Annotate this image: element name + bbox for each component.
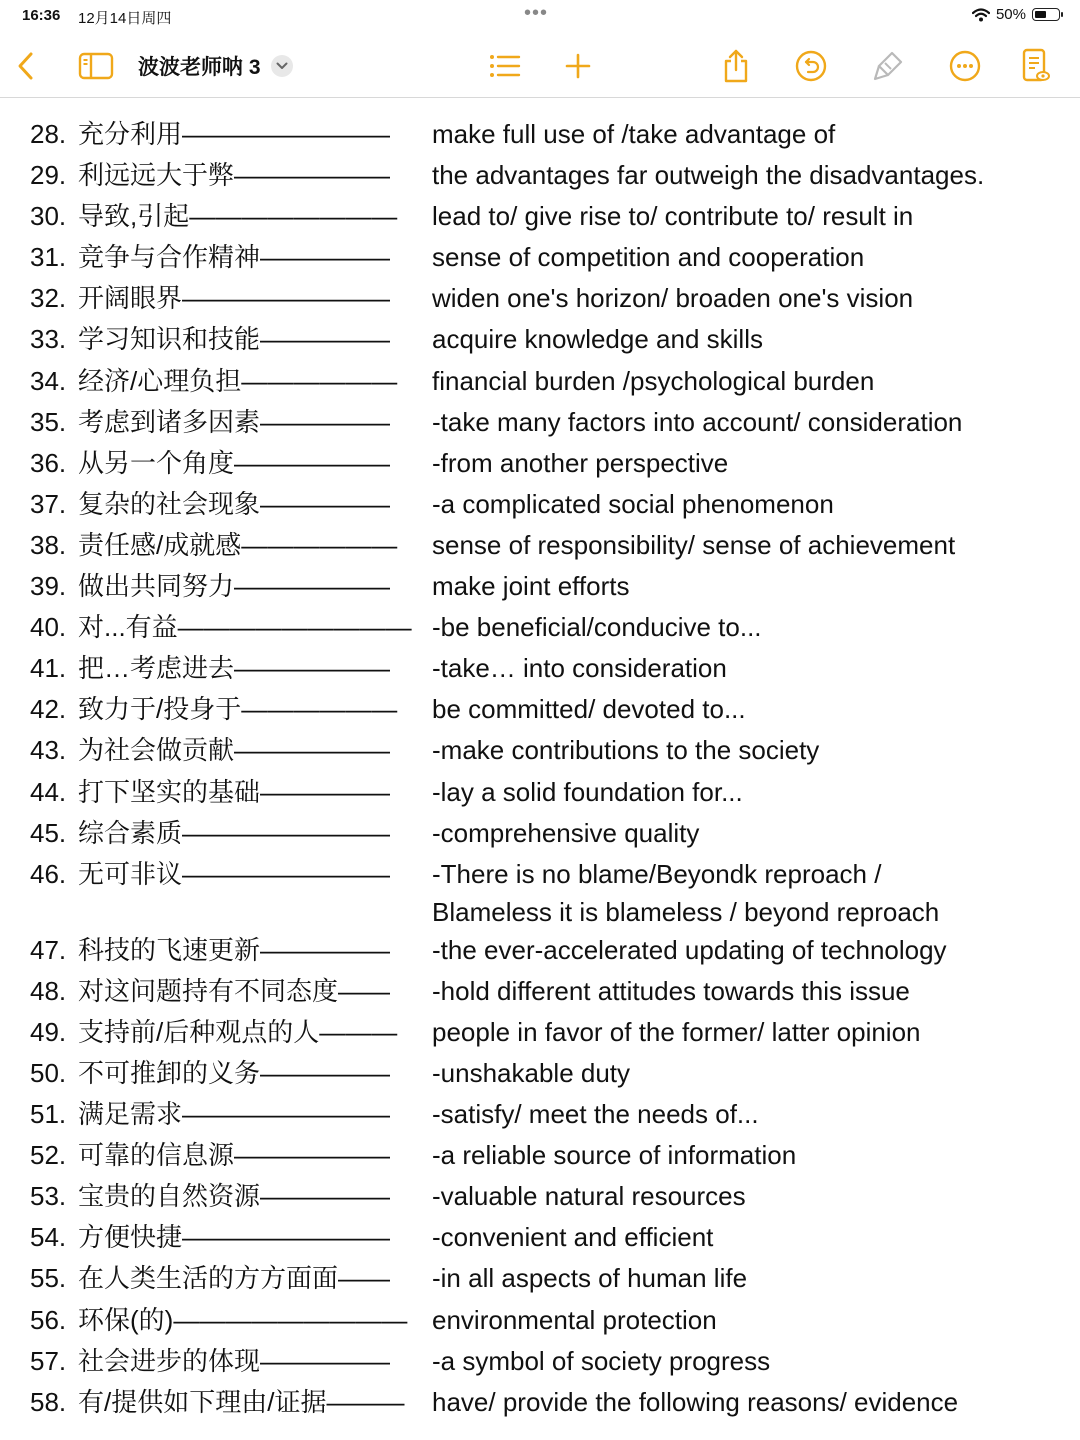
phrase-english: people in favor of the former/ latter opinion <box>432 1016 921 1047</box>
battery-percent: 50% <box>995 6 1026 23</box>
phrase-number: 32. <box>30 283 67 314</box>
phrase-number: 41. <box>30 653 67 684</box>
phrase-number: 36. <box>30 447 67 478</box>
phrase-chinese: 方便快捷———————— <box>78 1222 391 1253</box>
back-button[interactable] <box>4 44 48 88</box>
more-options-button[interactable] <box>943 44 987 88</box>
phrase-number: 34. <box>30 365 67 396</box>
phrase-row <box>30 117 1070 158</box>
phrase-number: 35. <box>30 406 67 437</box>
phrase-chinese: 导致,引起———————— <box>78 201 398 232</box>
phrase-english: -from another perspective <box>432 447 729 478</box>
phrase-english: -valuable natural resources <box>432 1181 746 1212</box>
phrase-chinese: 竞争与合作精神————— <box>78 242 391 273</box>
sidebar-toggle-button[interactable] <box>74 44 118 88</box>
phrase-row <box>30 528 1070 569</box>
phrase-number: 28. <box>30 119 67 149</box>
phrase-chinese: 利远远大于弊—————— <box>78 160 391 191</box>
wifi-icon <box>972 8 990 22</box>
phrase-number: 33. <box>30 324 67 355</box>
undo-icon <box>795 50 827 82</box>
phrase-english: -convenient and efficient <box>432 1222 714 1253</box>
phrase-number: 56. <box>30 1304 67 1335</box>
phrase-english: -take many factors into account/ consideration <box>432 406 963 437</box>
phrase-chinese: 学习知识和技能————— <box>78 324 391 355</box>
phrase-number: 44. <box>30 776 67 807</box>
phrase-number: 48. <box>30 975 67 1006</box>
phrase-row <box>30 733 1070 774</box>
phrase-row <box>30 1056 1070 1097</box>
title-menu-button[interactable] <box>271 55 293 77</box>
phrase-row <box>30 1015 1070 1056</box>
status-date: 12月14日周四 <box>78 10 172 27</box>
phrase-english: widen one's horizon/ broaden one's vision <box>432 283 914 314</box>
phrase-number: 52. <box>30 1140 67 1171</box>
phrase-row <box>30 1138 1070 1179</box>
checklist-button[interactable] <box>483 44 527 88</box>
phrase-english: be committed/ devoted to... <box>432 694 746 725</box>
phrase-english: have/ provide the following reasons/ evidence <box>432 1386 959 1417</box>
phrase-number: 57. <box>30 1345 67 1376</box>
phrase-english: -hold different attitudes towards this issue <box>432 975 910 1006</box>
status-time: 16:36 <box>22 7 61 24</box>
phrase-row <box>30 1220 1070 1261</box>
phrase-english: -a complicated social phenomenon <box>432 488 834 519</box>
phrase-english: -lay a solid foundation for... <box>432 776 743 807</box>
phrase-number: 50. <box>30 1057 67 1088</box>
note-body[interactable] <box>0 98 1080 1440</box>
phrase-row <box>30 1097 1070 1138</box>
phrase-chinese: 环保(的)————————— <box>78 1304 408 1335</box>
phrase-number: 31. <box>30 242 67 273</box>
phrase-chinese: 社会进步的体现————— <box>78 1345 391 1376</box>
phrase-english: -in all aspects of human life <box>432 1263 748 1294</box>
status-indicators <box>972 6 1060 23</box>
phrase-number: 39. <box>30 571 67 602</box>
note-view-icon <box>1021 48 1051 84</box>
phrase-english: -satisfy/ meet the needs of... <box>432 1099 759 1130</box>
phrase-chinese: 满足需求———————— <box>78 1099 391 1130</box>
phrase-chinese: 为社会做贡献—————— <box>78 735 391 766</box>
share-button[interactable] <box>714 44 758 88</box>
phrase-chinese: 综合素质———————— <box>78 817 391 848</box>
plus-icon <box>565 53 591 79</box>
multitasking-dots-icon[interactable]: ••• <box>524 2 549 24</box>
phrase-english: -take… into consideration <box>432 653 727 684</box>
phrase-number: 54. <box>30 1222 67 1253</box>
add-button[interactable] <box>556 44 600 88</box>
phrase-row <box>30 1344 1070 1385</box>
battery-fill <box>1035 11 1046 18</box>
sidebar-icon <box>78 52 114 80</box>
phrase-english: -be beneficial/conducive to... <box>432 612 762 643</box>
phrase-chinese: 对这问题持有不同态度—— <box>78 975 391 1006</box>
phrase-chinese: 做出共同努力—————— <box>78 571 391 602</box>
phrase-number: 53. <box>30 1181 67 1212</box>
phrase-english: environmental protection <box>432 1304 717 1335</box>
phrase-english-continued: Blameless it is blameless / beyond reproach <box>432 896 940 927</box>
phrase-number: 46. <box>30 858 67 889</box>
phrase-number: 58. <box>30 1386 67 1417</box>
phrase-chinese: 可靠的信息源—————— <box>78 1140 391 1171</box>
phrase-number: 49. <box>30 1016 67 1047</box>
chevron-left-icon <box>16 51 36 81</box>
phrase-chinese: 不可推卸的义务————— <box>78 1057 391 1088</box>
phrase-chinese: 科技的飞速更新————— <box>78 934 391 965</box>
phrase-row <box>30 816 1070 857</box>
phrase-chinese: 对...有益————————— <box>78 612 412 643</box>
phrase-english: -the ever-accelerated updating of technology <box>432 934 947 965</box>
phrase-row <box>30 775 1070 816</box>
phrase-row <box>30 569 1070 610</box>
chevron-down-icon <box>276 62 288 70</box>
phrase-number: 45. <box>30 817 67 848</box>
phrase-english: -a symbol of society progress <box>432 1345 771 1376</box>
phrase-row <box>30 199 1070 240</box>
phrase-list <box>30 117 1070 1426</box>
phrase-row <box>30 1179 1070 1220</box>
phrase-row <box>30 610 1070 651</box>
phrase-row <box>30 487 1070 528</box>
phrase-chinese: 开阔眼界———————— <box>78 283 391 314</box>
phrase-chinese: 把…考虑进去—————— <box>78 653 391 684</box>
phrase-row <box>30 364 1070 405</box>
document-title[interactable] <box>138 51 293 81</box>
phrase-number: 42. <box>30 694 67 725</box>
phrase-row <box>30 857 1070 933</box>
phrase-number: 43. <box>30 735 67 766</box>
phrase-chinese: 从另一个角度—————— <box>78 447 391 478</box>
phrase-chinese: 经济/心理负担—————— <box>78 365 398 396</box>
notes-toolbar <box>0 32 1080 98</box>
phrase-number: 55. <box>30 1263 67 1294</box>
phrase-row <box>30 240 1070 281</box>
phrase-row <box>30 158 1070 199</box>
phrase-english: acquire knowledge and skills <box>432 324 763 355</box>
phrase-number: 40. <box>30 612 67 643</box>
phrase-row <box>30 1385 1070 1426</box>
share-icon <box>722 49 750 83</box>
phrase-number: 29. <box>30 160 67 191</box>
phrase-english: sense of responsibility/ sense of achievement <box>432 529 956 560</box>
battery-icon <box>1032 8 1060 21</box>
phrase-english: sense of competition and cooperation <box>432 242 865 273</box>
phrase-chinese: 无可非议———————— <box>78 858 391 889</box>
phrase-chinese: 宝贵的自然资源————— <box>78 1181 391 1212</box>
undo-button[interactable] <box>789 44 833 88</box>
phrase-english: -a reliable source of information <box>432 1140 797 1171</box>
phrase-chinese: 充分利用———————— <box>78 119 391 149</box>
phrase-row <box>30 405 1070 446</box>
status-bar <box>0 0 1080 32</box>
list-icon <box>489 54 521 78</box>
phrase-number: 30. <box>30 201 67 232</box>
phrase-english: the advantages far outweigh the disadvantages. <box>432 160 985 191</box>
phrase-english: make joint efforts <box>432 571 630 602</box>
phrase-chinese: 致力于/投身于—————— <box>78 694 398 725</box>
phrase-row <box>30 446 1070 487</box>
ellipsis-icon <box>949 50 981 82</box>
phrase-chinese: 复杂的社会现象————— <box>78 488 391 519</box>
phrase-row <box>30 651 1070 692</box>
phrase-chinese: 考虑到诸多因素————— <box>78 406 391 437</box>
phrase-row <box>30 974 1070 1015</box>
phrase-number: 47. <box>30 934 67 965</box>
phrase-chinese: 有/提供如下理由/证据——— <box>78 1386 405 1417</box>
phrase-number: 51. <box>30 1099 67 1130</box>
phrase-row <box>30 692 1070 733</box>
phrase-chinese: 在人类生活的方方面面—— <box>78 1263 391 1294</box>
phrase-english: financial burden /psychological burden <box>432 365 875 396</box>
new-note-button[interactable] <box>1014 44 1058 88</box>
phrase-english: -comprehensive quality <box>432 817 700 848</box>
pen-tool-icon <box>872 50 904 82</box>
phrase-chinese: 支持前/后种观点的人——— <box>78 1016 398 1047</box>
phrase-english: -make contributions to the society <box>432 735 820 766</box>
phrase-row <box>30 1303 1070 1344</box>
phrase-number: 38. <box>30 529 67 560</box>
phrase-english: make full use of /take advantage of <box>432 119 836 149</box>
phrase-row <box>30 322 1070 363</box>
phrase-row <box>30 281 1070 322</box>
phrase-number: 37. <box>30 488 67 519</box>
phrase-english: -unshakable duty <box>432 1057 631 1088</box>
phrase-row <box>30 933 1070 974</box>
phrase-chinese: 打下坚实的基础————— <box>78 776 391 807</box>
phrase-english: lead to/ give rise to/ contribute to/ result in <box>432 201 914 232</box>
phrase-row <box>30 1261 1070 1302</box>
document-title-text: 波波老师呐 3 <box>138 56 261 79</box>
markup-button[interactable] <box>866 44 910 88</box>
phrase-english: -There is no blame/Beyondk reproach / <box>432 858 882 889</box>
phrase-chinese: 责任感/成就感—————— <box>78 529 398 560</box>
